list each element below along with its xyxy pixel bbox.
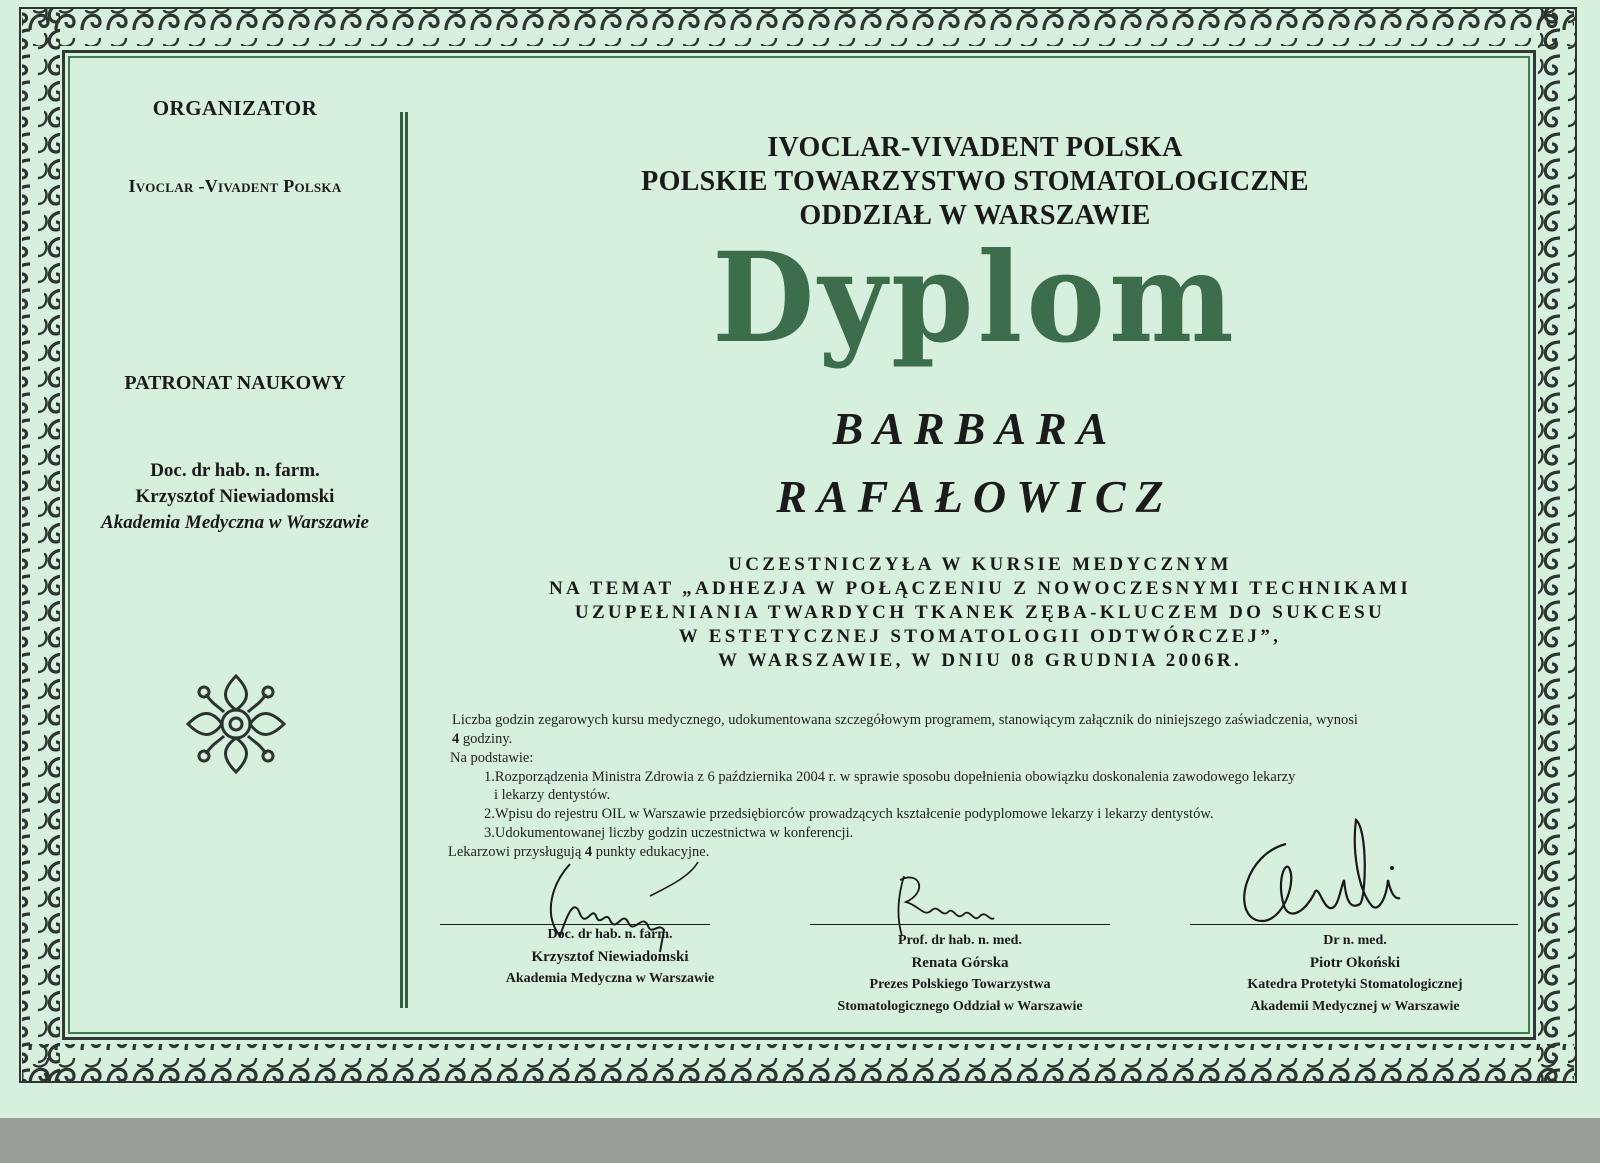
- signatory-1-title: Doc. dr hab. n. farm.: [547, 927, 673, 942]
- signatory-1-role: Akademia Medyczna w Warszawie: [505, 971, 715, 986]
- signatory-3-name: Piotr Okoński: [1309, 955, 1401, 971]
- patronage-heading: PATRONAT NAUKOWY: [124, 372, 346, 394]
- decorative-ornament-icon: [182, 670, 290, 778]
- course-line-2: NA TEMAT „ADHEZJA W POŁĄCZENIU Z NOWOCZESNYMI TECHNIKAMI: [548, 578, 1412, 599]
- signatory-2-title: Prof. dr hab. n. med.: [898, 933, 1022, 948]
- course-line-5: W WARSZAWIE, W DNIU 08 GRUDNIA 2006R.: [718, 650, 1242, 671]
- signatory-1-name: Krzysztof Niewiadomski: [531, 949, 689, 965]
- signatory-2-role-2: Stomatologicznego Oddział w Warszawie: [837, 999, 1083, 1014]
- signature-line-3: [1190, 924, 1518, 925]
- hours-statement: Liczba godzin zegarowych kursu medycznego, udokumentowana szczegółowym programem, stanowiącym załącznik do niniejszego zaświadczenia, wynosi: [452, 712, 1358, 728]
- basis-heading: Na podstawie:: [450, 750, 534, 766]
- signatory-2-role-1: Prezes Polskiego Towarzystwa: [869, 977, 1051, 992]
- hours-value: 4: [452, 731, 460, 747]
- scan-background-strip: [0, 1118, 1600, 1163]
- signatory-2: [810, 930, 1110, 1018]
- course-line-3: UZUPEŁNIANIA TWARDYCH TKANEK ZĘBA-KLUCZEM DO SUKCESU: [574, 602, 1386, 623]
- patronage-title: Doc. dr hab. n. farm.: [150, 460, 320, 481]
- points-value: 4: [584, 844, 593, 860]
- recipient-last-name: RAFAŁOWICZ: [776, 471, 1174, 522]
- header-line-2: POLSKIE TOWARZYSTWO STOMATOLOGICZNE: [641, 166, 1309, 197]
- hours-unit: godziny.: [459, 731, 513, 747]
- signatory-2-name: Renata Górska: [911, 955, 1009, 971]
- basis-item-1: 1.Rozporządzenia Ministra Zdrowia z 6 października 2004 r. w sprawie sposobu dopełnienia obowiązku doskonalenia zawodowego lekarzy: [484, 769, 1296, 785]
- signature-3-handwriting: [1226, 810, 1416, 938]
- signatory-3-role-2: Akademii Medycznej w Warszawie: [1250, 999, 1460, 1014]
- signatory-1: [460, 924, 760, 990]
- course-line-4: W ESTETYCZNEJ STOMATOLOGII ODTWÓRCZEJ”,: [678, 626, 1282, 647]
- diploma-title: Dyplom: [712, 224, 1238, 371]
- basis-item-1-cont: i lekarzy dentystów.: [494, 787, 611, 803]
- header-line-1: IVOCLAR-VIVADENT POLSKA: [767, 132, 1183, 163]
- organizer-heading: ORGANIZATOR: [152, 96, 318, 120]
- signatory-3-role-1: Katedra Protetyki Stomatologicznej: [1247, 977, 1463, 992]
- course-line-1: UCZESTNICZYŁA W KURSIE MEDYCZNYM: [728, 554, 1232, 575]
- patronage-institution: Akademia Medyczna w Warszawie: [101, 512, 369, 533]
- basis-item-3: 3.Udokumentowanej liczby godzin uczestnictwa w konferencji.: [484, 825, 854, 841]
- column-divider: [400, 112, 408, 1008]
- signature-line-2: [810, 924, 1110, 925]
- header-line-3: ODDZIAŁ W WARSZAWIE: [799, 200, 1151, 231]
- organizer-name: Ivoclar -Vivadent Polska: [128, 176, 342, 196]
- points-post: punkty edukacyjne.: [592, 844, 710, 860]
- patronage-name: Krzysztof Niewiadomski: [135, 486, 335, 507]
- points-pre: Lekarzowi przysługują: [448, 844, 585, 860]
- recipient-first-name: BARBARA: [832, 403, 1118, 454]
- hours-value-line: [452, 731, 512, 748]
- signatory-3-title: Dr n. med.: [1323, 933, 1387, 948]
- basis-item-2: 2.Wpisu do rejestru OIL w Warszawie przedsiębiorców prowadzących kształcenie podyplomowe lekarzy i lekarzy dentystów.: [484, 806, 1214, 822]
- signatory-3: [1190, 930, 1520, 1018]
